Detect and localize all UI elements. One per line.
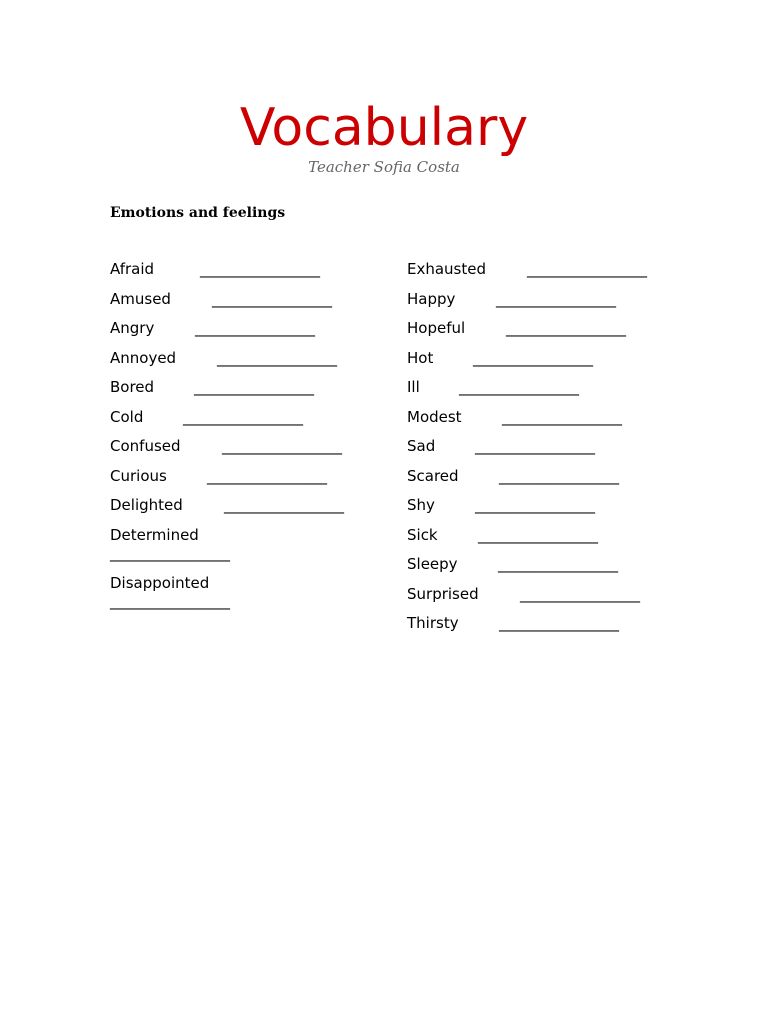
answer-blank-line: ________________ (478, 525, 598, 544)
vocab-word: Sick (407, 525, 438, 544)
vocab-word: Delighted (110, 496, 183, 514)
vocab-word: Exhausted (407, 260, 487, 278)
left-word-row (110, 378, 314, 408)
vocab-word: Hot (407, 348, 434, 367)
left-word-row (110, 260, 320, 290)
left-word-row (110, 574, 230, 622)
vocab-word: Amused (110, 289, 171, 308)
right-word-row (407, 584, 640, 615)
answer-blank-line: ________________ (499, 466, 619, 485)
right-word-list (407, 260, 647, 644)
left-word-row (110, 496, 344, 526)
answer-blank-line: ________________ (212, 289, 332, 308)
answer-blank-line: ________________ (496, 289, 616, 308)
vocab-word: Happy (407, 289, 456, 308)
vocab-word: Angry (110, 319, 155, 337)
right-word-row (407, 466, 619, 497)
answer-blank-line: ________________ (224, 496, 344, 514)
teacher-name: Teacher Sofia Costa (308, 158, 460, 176)
vocab-word: Bored (110, 378, 155, 396)
vocab-word: Ill (407, 378, 420, 396)
answer-blank-line: ________________ (195, 319, 315, 337)
left-word-row (110, 319, 315, 349)
vocab-word: Sleepy (407, 555, 458, 573)
right-word-row (407, 496, 595, 526)
right-word-row (407, 614, 619, 644)
vocab-word: Sad (407, 437, 436, 455)
left-word-row (110, 407, 303, 438)
vocab-word: Scared (407, 466, 459, 485)
answer-blank-line: ________________ (499, 614, 619, 632)
answer-blank-line: ________________ (459, 378, 579, 396)
answer-blank-line: ________________ (498, 555, 618, 573)
answer-blank-line: ________________ (110, 543, 230, 562)
right-word-row (407, 348, 593, 379)
right-word-row (407, 260, 647, 290)
right-word-row (407, 378, 579, 408)
vocab-word: Modest (407, 407, 462, 426)
vocab-word: Shy (407, 496, 435, 514)
right-word-row (407, 437, 595, 467)
vocab-word: Cold (110, 407, 144, 426)
vocab-word: Determined (110, 525, 199, 544)
right-word-row (407, 525, 598, 556)
right-word-row (407, 319, 626, 349)
vocab-word: Annoyed (110, 348, 177, 367)
left-word-list (110, 260, 344, 622)
vocab-word: Curious (110, 466, 167, 485)
answer-blank-line: ________________ (527, 260, 647, 278)
answer-blank-line: ________________ (475, 496, 595, 514)
right-word-row (407, 407, 622, 438)
answer-blank-line: ________________ (194, 378, 314, 396)
page-title: Vocabulary (239, 98, 529, 158)
answer-blank-line: ________________ (506, 319, 626, 337)
answer-blank-line: ________________ (520, 584, 640, 603)
answer-blank-line: ________________ (475, 437, 595, 455)
answer-blank-line: ________________ (110, 591, 230, 610)
vocab-word: Confused (110, 437, 181, 455)
vocab-word: Afraid (110, 260, 155, 278)
left-word-row (110, 348, 337, 379)
vocab-word: Hopeful (407, 319, 466, 337)
answer-blank-line: ________________ (200, 260, 320, 278)
answer-blank-line: ________________ (502, 407, 622, 426)
answer-blank-line: ________________ (217, 348, 337, 367)
left-word-row (110, 466, 327, 497)
section-heading: Emotions and feelings (110, 205, 286, 221)
left-word-row (110, 526, 230, 574)
answer-blank-line: ________________ (183, 407, 303, 426)
left-word-row (110, 437, 342, 467)
answer-blank-line: ________________ (207, 466, 327, 485)
left-word-row (110, 289, 332, 320)
answer-blank-line: ________________ (222, 437, 342, 455)
vocab-word: Surprised (407, 584, 479, 603)
answer-blank-line: ________________ (473, 348, 593, 367)
vocab-word: Disappointed (110, 573, 210, 592)
right-word-row (407, 555, 618, 585)
right-word-row (407, 289, 616, 320)
vocab-word: Thirsty (407, 614, 459, 632)
